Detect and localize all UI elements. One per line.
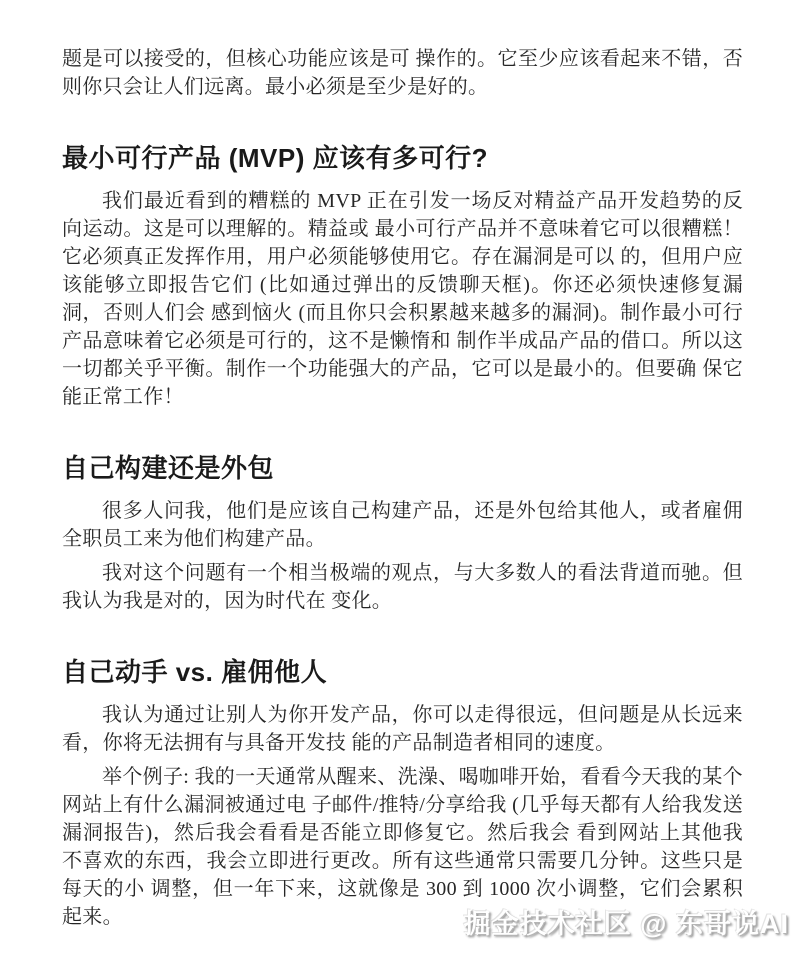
intro-paragraph: 题是可以接受的，但核心功能应该是可 操作的。它至少应该看起来不错，否则你只会让人们远离。最小必须是至少是好的。 <box>62 48 743 98</box>
section-heading-mvp: 最小可行产品 (MVP) 应该有多可行? <box>62 143 488 173</box>
paragraph-extreme-view: 我对这个问题有一个相当极端的观点，与大多数人的看法背道而驰。但我认为我是对的，因为时代在 变化。 <box>62 562 743 612</box>
section-heading-diy-vs-hire: 自己动手 vs. 雇佣他人 <box>62 657 328 687</box>
paragraph-daily-example: 举个例子: 我的一天通常从醒来、洗澡、喝咖啡开始，看看今天我的某个网站上有什么漏洞被通过电 子邮件/推特/分享给我 (几乎每天都有人给我发送漏洞报告)，然后我会看看是否能立即修复它。然后我会 看到网站上其他我不喜欢的东西，我会立即进行更改。所有这些通常只需要几分钟。这些只是每天的小 调整，但一年下来，这就像是 300 到 1000 次小调整，它们会累积起来。 <box>62 766 743 928</box>
watermark-text: 掘金技术社区 @ 东哥说AI <box>463 909 789 939</box>
paragraph-build-question: 很多人问我，他们是应该自己构建产品，还是外包给其他人，或者雇佣全职员工来为他们构建产品。 <box>62 500 743 550</box>
paragraph-speed-argument: 我认为通过让别人为你开发产品，你可以走得很远，但问题是从长远来看，你将无法拥有与具备开发技 能的产品制造者相同的速度。 <box>62 704 743 754</box>
paragraph-mvp-body: 我们最近看到的糟糕的 MVP 正在引发一场反对精益产品开发趋势的反向运动。这是可以理解的。精益或 最小可行产品并不意味着它可以很糟糕！它必须真正发挥作用，用户必须能够使用它。存在漏洞是可以 的，但用户应该能够立即报告它们 (比如通过弹出的反馈聊天框)。你还必须快速修复漏洞，否则人们会 感到恼火 (而且你只会积累越来越多的漏洞)。制作最小可行产品意味着它必须是可行的，这不是懒惰和 制作半成品产品的借口。所以这一切都关乎平衡。制作一个功能强大的产品，它可以是最小的。但要确 保它能正常工作！ <box>62 190 743 408</box>
section-heading-build-or-outsource: 自己构建还是外包 <box>62 453 275 483</box>
